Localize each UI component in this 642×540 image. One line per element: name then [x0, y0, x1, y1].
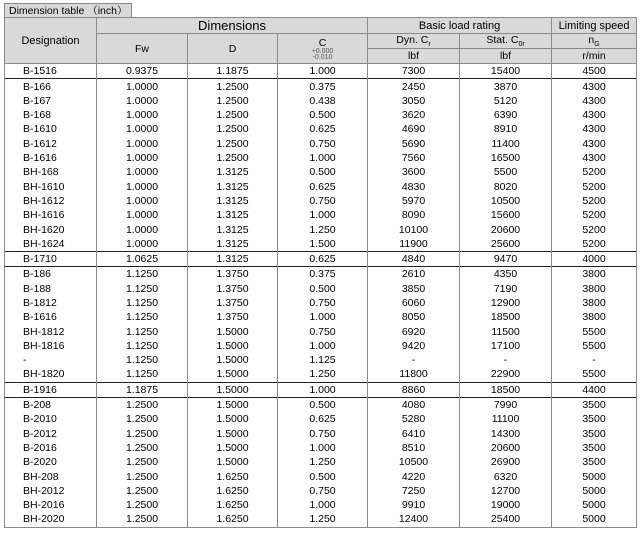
header-c-tol-upper: +0.000: [311, 47, 334, 55]
cell-d: 1.3125: [188, 208, 278, 222]
cell-designation: B-2010: [5, 412, 97, 426]
header-stat-unit: lbf: [460, 49, 552, 64]
cell-dyn: 4830: [368, 179, 460, 193]
cell-fw: 1.1250: [97, 324, 188, 338]
cell-designation: B-167: [5, 94, 97, 108]
cell-c: 0.625: [278, 251, 368, 266]
cell-designation: B-1610: [5, 122, 97, 136]
table-row: [5, 397, 637, 412]
table-row: [5, 108, 637, 122]
table-row: [5, 455, 637, 469]
table-row: [5, 498, 637, 512]
cell-speed: 3800: [552, 282, 637, 296]
cell-c: 0.625: [278, 412, 368, 426]
cell-dyn: 6060: [368, 296, 460, 310]
cell-stat: 11100: [460, 412, 552, 426]
cell-fw: 1.2500: [97, 455, 188, 469]
table-row: [5, 237, 637, 252]
cell-stat: 20600: [460, 222, 552, 236]
cell-dyn: 3850: [368, 282, 460, 296]
cell-speed: 5200: [552, 179, 637, 193]
cell-c: 1.000: [278, 339, 368, 353]
cell-stat: 8020: [460, 179, 552, 193]
cell-dyn: 4690: [368, 122, 460, 136]
table-row: [5, 512, 637, 527]
cell-d: 1.3125: [188, 237, 278, 252]
cell-c: 0.750: [278, 484, 368, 498]
cell-dyn: 3050: [368, 94, 460, 108]
cell-d: 1.1875: [188, 64, 278, 79]
header-stat: [460, 34, 552, 49]
cell-designation: BH-1820: [5, 367, 97, 382]
header-basic-load-rating: Basic load rating: [368, 18, 552, 34]
table-row: [5, 267, 637, 282]
cell-c: 0.750: [278, 137, 368, 151]
cell-d: 1.2500: [188, 137, 278, 151]
cell-fw: 1.0000: [97, 94, 188, 108]
cell-fw: 1.2500: [97, 397, 188, 412]
table-row: [5, 79, 637, 94]
cell-dyn: 6920: [368, 324, 460, 338]
table-row: [5, 137, 637, 151]
cell-designation: B-1916: [5, 382, 97, 397]
cell-designation: B-208: [5, 397, 97, 412]
cell-speed: 3800: [552, 310, 637, 324]
cell-stat: 5500: [460, 165, 552, 179]
cell-fw: 1.1250: [97, 310, 188, 324]
cell-d: 1.5000: [188, 367, 278, 382]
cell-speed: 3800: [552, 296, 637, 310]
cell-speed: 4400: [552, 382, 637, 397]
cell-fw: 1.2500: [97, 469, 188, 483]
cell-fw: 1.2500: [97, 427, 188, 441]
cell-designation: B-1612: [5, 137, 97, 151]
cell-stat: 10500: [460, 194, 552, 208]
table-row: [5, 353, 637, 367]
cell-speed: 4300: [552, 108, 637, 122]
cell-speed: -: [552, 353, 637, 367]
cell-fw: 1.0000: [97, 151, 188, 165]
cell-designation: BH-1816: [5, 339, 97, 353]
cell-c: 1.000: [278, 382, 368, 397]
header-c: [278, 34, 368, 64]
header-dimensions: Dimensions: [97, 18, 368, 34]
cell-fw: 0.9375: [97, 64, 188, 79]
cell-fw: 1.2500: [97, 512, 188, 527]
cell-designation: BH-1610: [5, 179, 97, 193]
cell-c: 1.000: [278, 310, 368, 324]
cell-stat: 20600: [460, 441, 552, 455]
cell-fw: 1.0000: [97, 79, 188, 94]
cell-d: 1.5000: [188, 382, 278, 397]
cell-fw: 1.1250: [97, 267, 188, 282]
cell-dyn: 5970: [368, 194, 460, 208]
cell-designation: BH-1812: [5, 324, 97, 338]
cell-designation: B-1710: [5, 251, 97, 266]
cell-stat: 7990: [460, 397, 552, 412]
table-row: [5, 382, 637, 397]
cell-fw: 1.0000: [97, 137, 188, 151]
cell-speed: 3500: [552, 455, 637, 469]
cell-d: 1.5000: [188, 397, 278, 412]
cell-d: 1.5000: [188, 339, 278, 353]
cell-stat: 9470: [460, 251, 552, 266]
cell-stat: 8910: [460, 122, 552, 136]
cell-speed: 5000: [552, 512, 637, 527]
table-row: [5, 194, 637, 208]
cell-speed: 5000: [552, 484, 637, 498]
cell-designation: BH-2020: [5, 512, 97, 527]
header-dyn-unit: lbf: [368, 49, 460, 64]
cell-c: 1.250: [278, 367, 368, 382]
table-row: [5, 441, 637, 455]
header-stat-sub: 0r: [518, 41, 525, 49]
cell-fw: 1.0000: [97, 179, 188, 193]
cell-d: 1.3125: [188, 222, 278, 236]
cell-designation: B-168: [5, 108, 97, 122]
header-limiting-speed: Limiting speed: [552, 18, 637, 34]
cell-speed: 5200: [552, 165, 637, 179]
cell-c: 1.000: [278, 151, 368, 165]
header-dyn: [368, 34, 460, 49]
cell-speed: 4000: [552, 251, 637, 266]
table-row: [5, 324, 637, 338]
cell-dyn: 8510: [368, 441, 460, 455]
cell-stat: 11500: [460, 324, 552, 338]
cell-d: 1.3750: [188, 296, 278, 310]
cell-fw: 1.1875: [97, 382, 188, 397]
cell-dyn: 4840: [368, 251, 460, 266]
cell-dyn: 3620: [368, 108, 460, 122]
cell-dyn: 8860: [368, 382, 460, 397]
table-row: [5, 310, 637, 324]
cell-speed: 4300: [552, 122, 637, 136]
cell-c: 1.000: [278, 498, 368, 512]
cell-dyn: 4220: [368, 469, 460, 483]
cell-dyn: 9910: [368, 498, 460, 512]
cell-stat: 19000: [460, 498, 552, 512]
header-ng-label: n: [588, 34, 595, 46]
cell-speed: 4300: [552, 79, 637, 94]
cell-d: 1.3125: [188, 194, 278, 208]
cell-fw: 1.0000: [97, 108, 188, 122]
cell-designation: B-2016: [5, 441, 97, 455]
cell-d: 1.3750: [188, 310, 278, 324]
cell-stat: 18500: [460, 310, 552, 324]
table-row: [5, 94, 637, 108]
cell-fw: 1.2500: [97, 441, 188, 455]
table-row: [5, 208, 637, 222]
cell-dyn: 6410: [368, 427, 460, 441]
cell-stat: 3870: [460, 79, 552, 94]
cell-designation: B-1616: [5, 151, 97, 165]
dimension-table: [4, 17, 637, 528]
table-row: [5, 222, 637, 236]
cell-d: 1.5000: [188, 455, 278, 469]
table-row: [5, 469, 637, 483]
table-header: [5, 18, 637, 64]
cell-c: 0.625: [278, 122, 368, 136]
cell-fw: 1.2500: [97, 484, 188, 498]
cell-dyn: 2610: [368, 267, 460, 282]
cell-speed: 5200: [552, 237, 637, 252]
cell-stat: 4350: [460, 267, 552, 282]
header-c-symbol: C: [318, 36, 327, 49]
cell-speed: 3500: [552, 427, 637, 441]
header-speed-unit: r/min: [552, 49, 637, 64]
cell-designation: BH-168: [5, 165, 97, 179]
cell-speed: 5200: [552, 208, 637, 222]
cell-dyn: 10500: [368, 455, 460, 469]
table-caption: Dimension table （inch）: [4, 3, 132, 17]
cell-speed: 3800: [552, 267, 637, 282]
cell-d: 1.3750: [188, 282, 278, 296]
cell-dyn: 7300: [368, 64, 460, 79]
cell-dyn: 2450: [368, 79, 460, 94]
cell-designation: BH-1616: [5, 208, 97, 222]
cell-d: 1.3125: [188, 251, 278, 266]
header-stat-label: Stat. C: [486, 34, 519, 46]
header-d: D: [188, 34, 278, 64]
cell-dyn: 3600: [368, 165, 460, 179]
cell-speed: 3500: [552, 397, 637, 412]
cell-speed: 5000: [552, 469, 637, 483]
cell-d: 1.5000: [188, 324, 278, 338]
cell-speed: 5200: [552, 194, 637, 208]
cell-d: 1.3125: [188, 179, 278, 193]
cell-c: 0.500: [278, 108, 368, 122]
cell-d: 1.2500: [188, 151, 278, 165]
header-dyn-sub: r: [428, 41, 431, 49]
cell-dyn: 7250: [368, 484, 460, 498]
header-c-tol-lower: -0.010: [312, 53, 333, 61]
cell-fw: 1.0000: [97, 222, 188, 236]
cell-d: 1.2500: [188, 108, 278, 122]
header-designation: Designation: [5, 18, 97, 64]
cell-stat: 15400: [460, 64, 552, 79]
cell-designation: BH-1612: [5, 194, 97, 208]
cell-dyn: 8090: [368, 208, 460, 222]
header-ng-sub: G: [594, 41, 600, 49]
cell-d: 1.5000: [188, 441, 278, 455]
cell-designation: B-188: [5, 282, 97, 296]
cell-c: 0.500: [278, 469, 368, 483]
cell-stat: 6320: [460, 469, 552, 483]
cell-dyn: -: [368, 353, 460, 367]
cell-speed: 3500: [552, 441, 637, 455]
cell-stat: -: [460, 353, 552, 367]
cell-d: 1.6250: [188, 512, 278, 527]
table-row: [5, 427, 637, 441]
cell-stat: 25600: [460, 237, 552, 252]
cell-c: 1.500: [278, 237, 368, 252]
cell-fw: 1.1250: [97, 296, 188, 310]
cell-c: 0.500: [278, 282, 368, 296]
cell-d: 1.5000: [188, 427, 278, 441]
cell-d: 1.3750: [188, 267, 278, 282]
cell-speed: 4300: [552, 137, 637, 151]
cell-fw: 1.0625: [97, 251, 188, 266]
cell-designation: B-1812: [5, 296, 97, 310]
table-row: [5, 251, 637, 266]
cell-d: 1.2500: [188, 79, 278, 94]
cell-stat: 14300: [460, 427, 552, 441]
cell-stat: 18500: [460, 382, 552, 397]
cell-stat: 12900: [460, 296, 552, 310]
table-row: [5, 64, 637, 79]
table-body: [5, 64, 637, 528]
cell-c: 1.000: [278, 208, 368, 222]
cell-d: 1.6250: [188, 498, 278, 512]
cell-dyn: 11900: [368, 237, 460, 252]
cell-c: 0.438: [278, 94, 368, 108]
cell-c: 0.500: [278, 165, 368, 179]
cell-speed: 5500: [552, 367, 637, 382]
cell-c: 1.000: [278, 64, 368, 79]
cell-designation: BH-1620: [5, 222, 97, 236]
cell-c: 0.375: [278, 79, 368, 94]
cell-speed: 4500: [552, 64, 637, 79]
cell-speed: 5200: [552, 222, 637, 236]
cell-stat: 7190: [460, 282, 552, 296]
cell-stat: 15600: [460, 208, 552, 222]
cell-c: 0.750: [278, 194, 368, 208]
cell-fw: 1.2500: [97, 412, 188, 426]
cell-fw: 1.1250: [97, 353, 188, 367]
cell-c: 0.375: [278, 267, 368, 282]
cell-stat: 16500: [460, 151, 552, 165]
cell-d: 1.2500: [188, 94, 278, 108]
cell-dyn: 10100: [368, 222, 460, 236]
cell-fw: 1.0000: [97, 237, 188, 252]
cell-designation: B-2020: [5, 455, 97, 469]
cell-designation: B-186: [5, 267, 97, 282]
cell-c: 1.250: [278, 455, 368, 469]
cell-stat: 12700: [460, 484, 552, 498]
table-row: [5, 122, 637, 136]
cell-stat: 22900: [460, 367, 552, 382]
cell-c: 1.000: [278, 441, 368, 455]
cell-dyn: 7560: [368, 151, 460, 165]
table-row: [5, 282, 637, 296]
cell-fw: 1.1250: [97, 339, 188, 353]
cell-designation: BH-208: [5, 469, 97, 483]
cell-fw: 1.1250: [97, 282, 188, 296]
cell-stat: 5120: [460, 94, 552, 108]
table-row: [5, 296, 637, 310]
cell-d: 1.6250: [188, 484, 278, 498]
cell-fw: 1.2500: [97, 498, 188, 512]
cell-c: 0.750: [278, 324, 368, 338]
cell-speed: 3500: [552, 412, 637, 426]
cell-designation: B-1516: [5, 64, 97, 79]
cell-speed: 4300: [552, 151, 637, 165]
cell-fw: 1.0000: [97, 165, 188, 179]
cell-speed: 5000: [552, 498, 637, 512]
cell-speed: 4300: [552, 94, 637, 108]
cell-stat: 17100: [460, 339, 552, 353]
cell-c: 0.625: [278, 179, 368, 193]
cell-c: 0.750: [278, 296, 368, 310]
cell-designation: BH-2016: [5, 498, 97, 512]
cell-designation: B-166: [5, 79, 97, 94]
cell-fw: 1.0000: [97, 208, 188, 222]
cell-stat: 26900: [460, 455, 552, 469]
header-ng: [552, 34, 637, 49]
cell-dyn: 5280: [368, 412, 460, 426]
dimension-table-container: [4, 3, 636, 528]
cell-dyn: 9420: [368, 339, 460, 353]
cell-dyn: 4080: [368, 397, 460, 412]
cell-c: 0.500: [278, 397, 368, 412]
cell-c: 0.750: [278, 427, 368, 441]
cell-d: 1.6250: [188, 469, 278, 483]
cell-dyn: 8050: [368, 310, 460, 324]
table-row: [5, 165, 637, 179]
cell-stat: 25400: [460, 512, 552, 527]
cell-c: 1.125: [278, 353, 368, 367]
cell-d: 1.2500: [188, 122, 278, 136]
cell-c: 1.250: [278, 512, 368, 527]
cell-fw: 1.0000: [97, 122, 188, 136]
cell-designation: BH-1624: [5, 237, 97, 252]
header-dyn-label: Dyn. C: [396, 34, 429, 46]
cell-designation: B-1616: [5, 310, 97, 324]
table-row: [5, 367, 637, 382]
table-row: [5, 412, 637, 426]
cell-speed: 5500: [552, 339, 637, 353]
cell-designation: BH-2012: [5, 484, 97, 498]
cell-dyn: 5690: [368, 137, 460, 151]
table-row: [5, 151, 637, 165]
cell-dyn: 11800: [368, 367, 460, 382]
table-row: [5, 179, 637, 193]
cell-d: 1.3125: [188, 165, 278, 179]
cell-d: 1.5000: [188, 353, 278, 367]
cell-stat: 6390: [460, 108, 552, 122]
cell-stat: 11400: [460, 137, 552, 151]
cell-designation: -: [5, 353, 97, 367]
table-row: [5, 339, 637, 353]
cell-c: 1.250: [278, 222, 368, 236]
cell-dyn: 12400: [368, 512, 460, 527]
cell-d: 1.5000: [188, 412, 278, 426]
cell-speed: 5500: [552, 324, 637, 338]
cell-designation: B-2012: [5, 427, 97, 441]
cell-fw: 1.0000: [97, 194, 188, 208]
table-row: [5, 484, 637, 498]
cell-fw: 1.1250: [97, 367, 188, 382]
header-fw: Fw: [97, 34, 188, 64]
